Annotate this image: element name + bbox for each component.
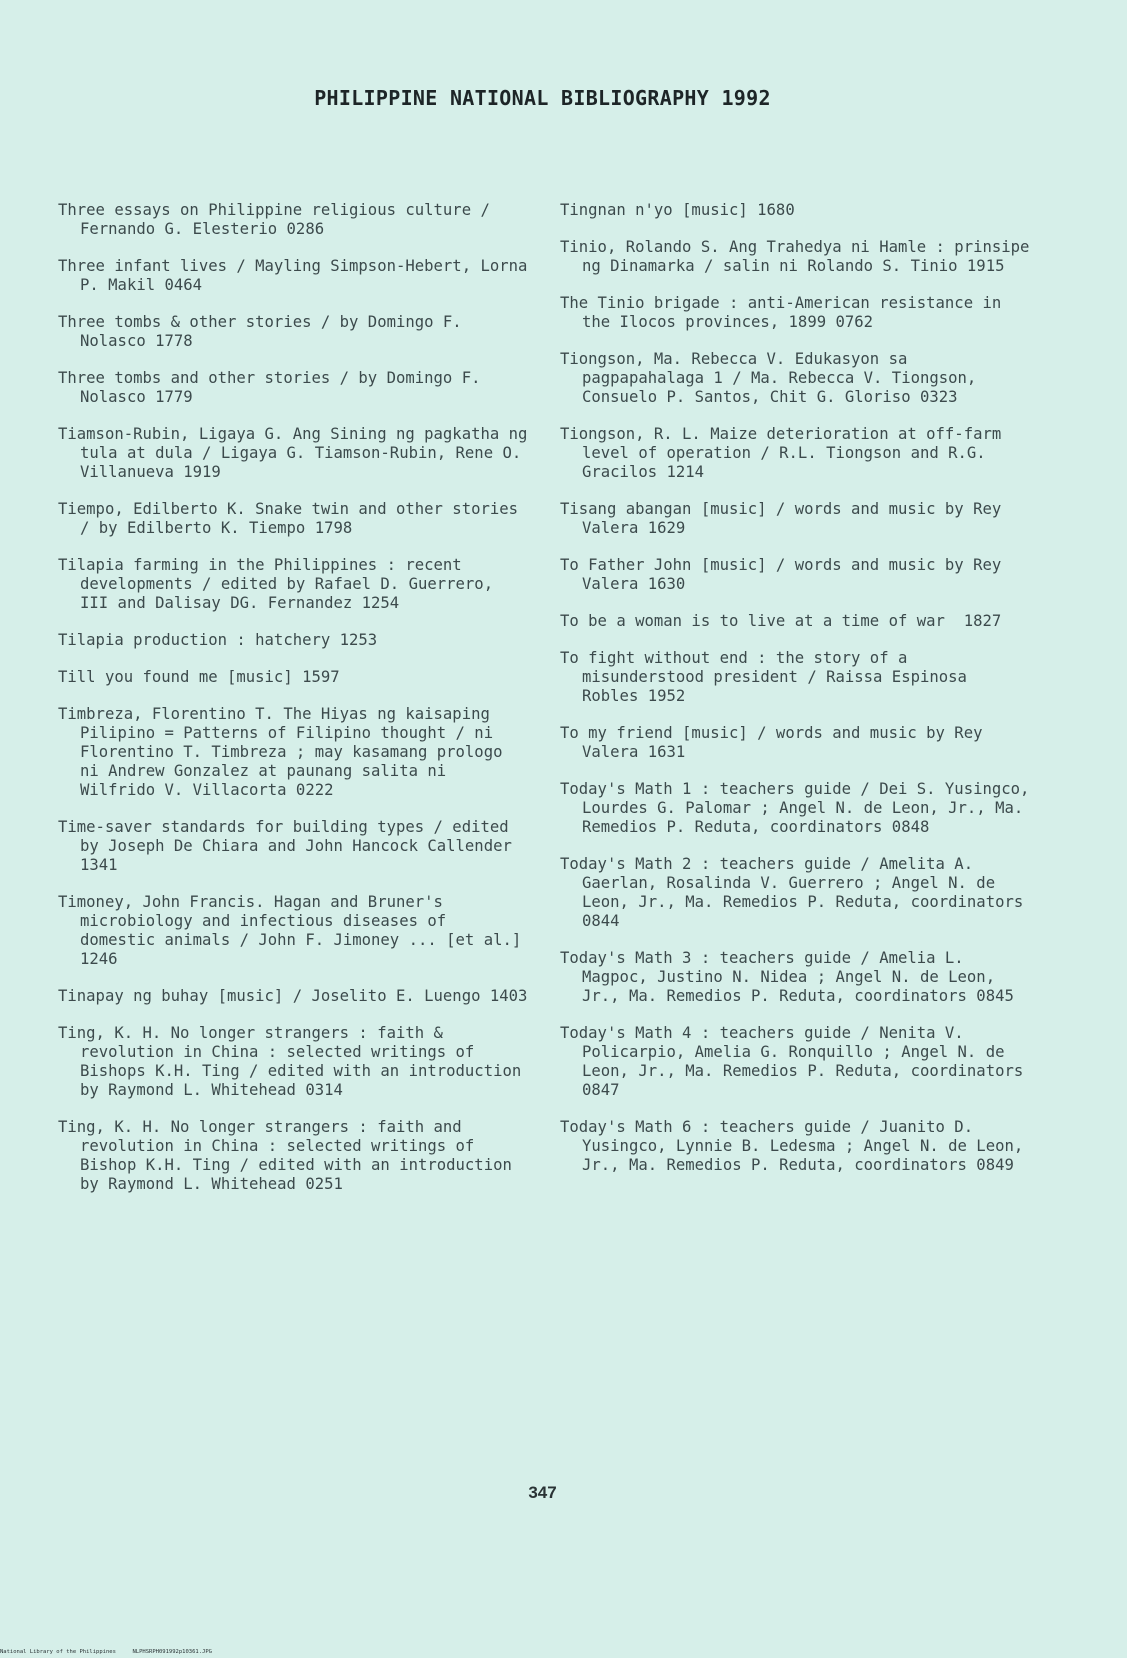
- entry: Tiongson, Ma. Rebecca V. Edukasyon sa pagpapahalaga 1 / Ma. Rebecca V. Tiongson, Consuelo P. Santos, Chit G. Gloriso 0323: [560, 350, 986, 406]
- entry: Tisang abangan [music] / words and music by Rey Valera 1629: [560, 500, 1011, 537]
- entry: Tiamson-Rubin, Ligaya G. Ang Sining ng pagkatha ng tula at dula / Ligaya G. Tiamson-Rubin, Rene O. Villanueva 1919: [58, 425, 537, 481]
- page-number: 347: [528, 1483, 557, 1502]
- entry: To be a woman is to live at a time of war 1827: [560, 612, 1002, 630]
- entry: Today's Math 3 : teachers guide / Amelia L. Magpoc, Justino N. Nidea ; Angel N. de Leon, Jr., Ma. Remedios P. Reduta, coordinators 0845: [560, 949, 1014, 1005]
- entry: Tinapay ng buhay [music] / Joselito E. Luengo 1403: [58, 987, 528, 1005]
- entry: To my friend [music] / words and music by Rey Valera 1631: [560, 724, 992, 761]
- entry: Till you found me [music] 1597: [58, 668, 340, 686]
- page-title: PHILIPPINE NATIONAL BIBLIOGRAPHY 1992: [314, 86, 771, 110]
- footer-filename: NLPHSRPH091992p10361.JPG: [132, 1649, 212, 1655]
- entry: Three infant lives / Mayling Simpson-Hebert, Lorna P. Makil 0464: [58, 257, 537, 294]
- entry: Timoney, John Francis. Hagan and Bruner's microbiology and infectious diseases of domestic animals / John F. Jimoney ... [et al.] 1246: [58, 893, 531, 968]
- entry: Tiempo, Edilberto K. Snake twin and other stories / by Edilberto K. Tiempo 1798: [58, 500, 528, 537]
- entry: Tilapia farming in the Philippines : recent developments / edited by Rafael D. Guerrero, III and Dalisay DG. Fernandez 1254: [58, 556, 503, 612]
- entry: Tinio, Rolando S. Ang Trahedya ni Hamle : prinsipe ng Dinamarka / salin ni Rolando S. Tinio 1915: [560, 238, 1039, 275]
- entry: Three tombs and other stories / by Domingo F. Nolasco 1779: [58, 369, 490, 406]
- entry: Three tombs & other stories / by Domingo F. Nolasco 1778: [58, 313, 472, 350]
- entry: The Tinio brigade : anti-American resistance in the Ilocos provinces, 1899 0762: [560, 294, 1011, 331]
- entry: Ting, K. H. No longer strangers : faith & revolution in China : selected writings of Bishops K.H. Ting / edited with an introduction by Raymond L. Whitehead 0314: [58, 1024, 531, 1099]
- entry: Today's Math 1 : teachers guide / Dei S. Yusingco, Lourdes G. Palomar ; Angel N. de Leon, Jr., Ma. Remedios P. Reduta, coordinators 0848: [560, 780, 1039, 836]
- entry: Ting, K. H. No longer strangers : faith and revolution in China : selected writings of Bishop K.H. Ting / edited with an introduction by Raymond L. Whitehead 0251: [58, 1118, 522, 1193]
- entry: Tingnan n'yo [music] 1680: [560, 201, 795, 219]
- entry: Today's Math 2 : teachers guide / Amelita A. Gaerlan, Rosalinda V. Guerrero ; Angel N. de Leon, Jr., Ma. Remedios P. Reduta, coordinators 0844: [560, 855, 1033, 930]
- entry: Today's Math 4 : teachers guide / Nenita V. Policarpio, Amelia G. Ronquillo ; Angel N. de Leon, Jr., Ma. Remedios P. Reduta, coordinators 0847: [560, 1024, 1033, 1099]
- left-column: [58, 201, 537, 1194]
- entry: Time-saver standards for building types / edited by Joseph De Chiara and John Hancock Callender 1341: [58, 818, 522, 874]
- entry: Today's Math 6 : teachers guide / Juanito D. Yusingco, Lynnie B. Ledesma ; Angel N. de Leon, Jr., Ma. Remedios P. Reduta, coordinators 0849: [560, 1118, 1033, 1174]
- footer-library: National Library of the Philippines: [0, 1649, 116, 1655]
- entry: Tiongson, R. L. Maize deterioration at off-farm level of operation / R.L. Tiongson and R.G. Gracilos 1214: [560, 425, 1011, 481]
- footer-caption: [0, 1649, 212, 1655]
- right-column: [560, 201, 1039, 1175]
- entry: To Father John [music] / words and music by Rey Valera 1630: [560, 556, 1011, 593]
- entry: To fight without end : the story of a misunderstood president / Raissa Espinosa Robles 1952: [560, 649, 977, 705]
- entry: Three essays on Philippine religious culture / Fernando G. Elesterio 0286: [58, 201, 500, 238]
- entry: Tilapia production : hatchery 1253: [58, 631, 378, 649]
- entry: Timbreza, Florentino T. The Hiyas ng kaisaping Pilipino = Patterns of Filipino thought / ni Florentino T. Timbreza ; may kasamang prologo ni Andrew Gonzalez at paunang salita ni Wilfrido V. Villacorta 0222: [58, 705, 512, 799]
